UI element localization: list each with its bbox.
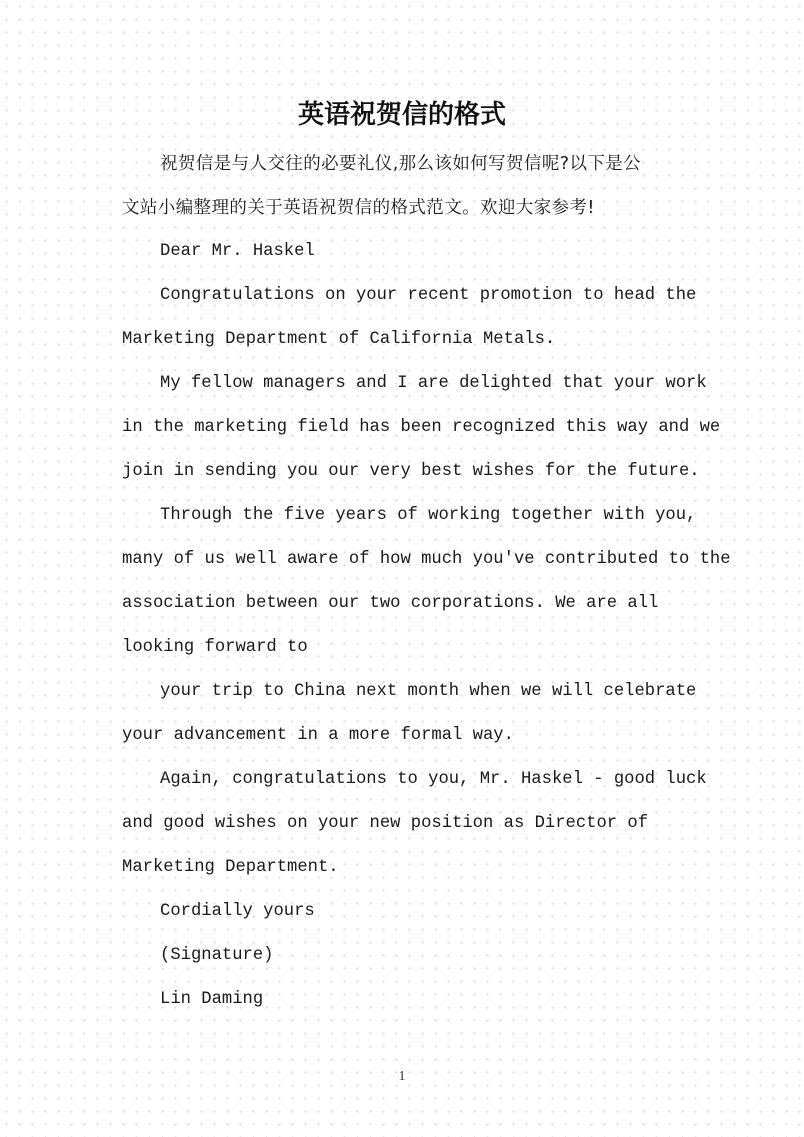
intro-line-1: 祝贺信是与人交往的必要礼仪,那么该如何写贺信呢?以下是公 [160,154,642,174]
letter-paragraph-3-line-3: association between our two corporations. We are all [122,594,659,613]
letter-paragraph-3-line-2: many of us well aware of how much you've contributed to the [122,550,731,569]
letter-paragraph-3-line-4: looking forward to [122,638,308,657]
letter-paragraph-1-line-1: Congratulations on your recent promotion to head the [160,286,697,305]
letter-sender-name: Lin Daming [160,990,264,1009]
document-title: 英语祝贺信的格式 [297,100,506,130]
letter-paragraph-4-line-2: your advancement in a more formal way. [122,726,514,745]
letter-closing: Cordially yours [160,902,315,921]
letter-signature: (Signature) [160,946,274,965]
letter-paragraph-1-line-2: Marketing Department of California Metals. [122,330,556,349]
letter-paragraph-2-line-2: in the marketing field has been recognized this way and we [122,418,721,437]
letter-paragraph-3-line-1: Through the five years of working together with you, [160,506,697,525]
letter-paragraph-2-line-1: My fellow managers and I are delighted that your work [160,374,707,393]
letter-salutation: Dear Mr. Haskel [160,242,315,261]
letter-paragraph-4-line-1: your trip to China next month when we will celebrate [160,682,697,701]
letter-paragraph-2-line-3: join in sending you our very best wishes for the future. [122,462,700,481]
letter-paragraph-5-line-3: Marketing Department. [122,858,339,877]
letter-paragraph-5-line-1: Again, congratulations to you, Mr. Haskel - good luck [160,770,707,789]
page-number: 1 [398,1069,406,1084]
letter-paragraph-5-line-2: and good wishes on your new position as Director of [122,814,649,833]
intro-line-2: 文站小编整理的关于英语祝贺信的格式范文。欢迎大家参考! [122,198,595,218]
